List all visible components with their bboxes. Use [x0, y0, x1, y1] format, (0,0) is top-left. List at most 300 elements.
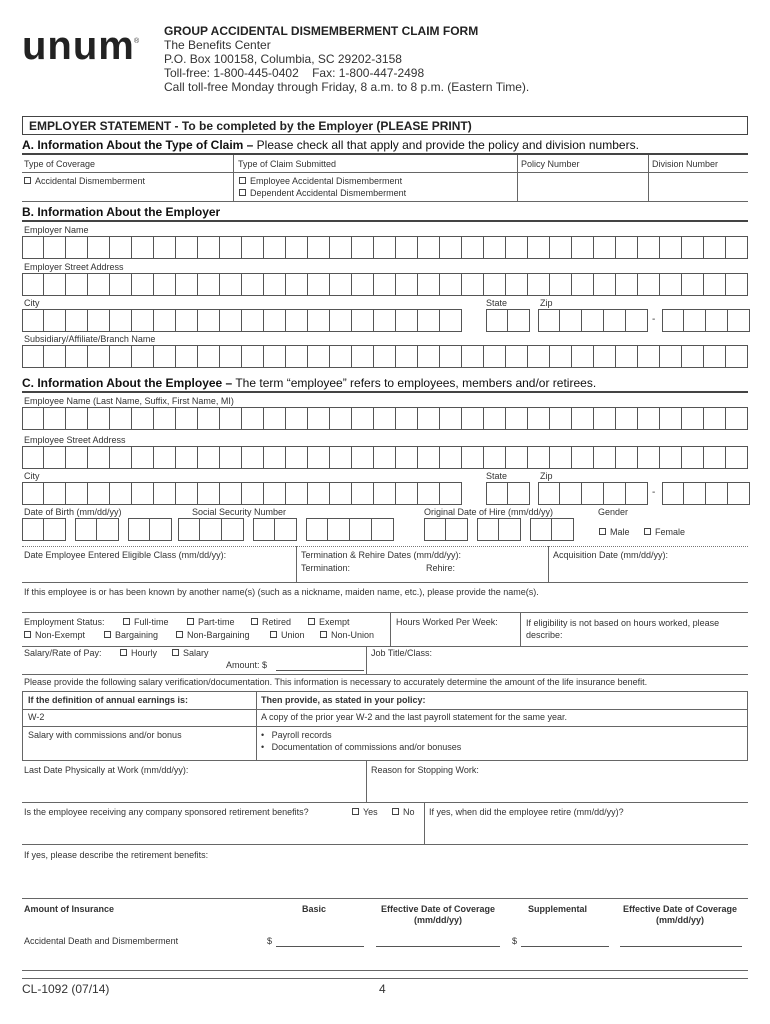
char-box[interactable]	[132, 345, 154, 368]
char-box[interactable]	[330, 236, 352, 259]
char-box[interactable]	[660, 273, 682, 296]
char-box[interactable]	[242, 446, 264, 469]
char-box[interactable]	[616, 407, 638, 430]
char-box[interactable]	[132, 446, 154, 469]
effective-date-head-2: Effective Date of Coverage (mm/dd/yy)	[622, 904, 738, 925]
employer-city-boxes[interactable]	[22, 309, 462, 332]
char-box[interactable]	[726, 236, 748, 259]
char-box[interactable]	[97, 518, 119, 541]
salary-rate-label: Salary/Rate of Pay:	[24, 648, 102, 658]
char-box[interactable]	[22, 345, 44, 368]
char-box[interactable]	[704, 407, 726, 430]
char-box[interactable]	[66, 273, 88, 296]
char-box[interactable]	[22, 309, 44, 332]
char-box[interactable]	[684, 482, 706, 505]
char-box[interactable]	[374, 482, 396, 505]
char-box[interactable]	[286, 345, 308, 368]
char-box[interactable]	[528, 236, 550, 259]
char-box[interactable]	[154, 407, 176, 430]
char-box[interactable]	[728, 309, 750, 332]
char-box[interactable]	[726, 345, 748, 368]
char-box[interactable]	[660, 446, 682, 469]
union-checkbox[interactable]: Union	[270, 630, 305, 640]
col-policy-number: Policy Number	[521, 159, 580, 169]
char-box[interactable]	[242, 236, 264, 259]
char-box[interactable]	[22, 236, 44, 259]
exempt-checkbox[interactable]: Exempt	[308, 617, 350, 627]
char-box[interactable]	[418, 407, 440, 430]
char-box[interactable]	[662, 482, 684, 505]
char-box[interactable]	[44, 309, 66, 332]
section-b-title: B. Information About the Employer	[22, 205, 221, 219]
char-box[interactable]	[396, 446, 418, 469]
char-box[interactable]	[176, 407, 198, 430]
char-box[interactable]	[88, 482, 110, 505]
char-box[interactable]	[308, 236, 330, 259]
char-box[interactable]	[286, 407, 308, 430]
accidental-dismemberment-checkbox[interactable]: Accidental Dismemberment	[24, 176, 145, 186]
char-box[interactable]	[88, 407, 110, 430]
char-box[interactable]	[572, 407, 594, 430]
char-box[interactable]	[88, 446, 110, 469]
char-box[interactable]	[330, 309, 352, 332]
char-box[interactable]	[374, 309, 396, 332]
char-box[interactable]	[22, 482, 44, 505]
char-box[interactable]	[662, 309, 684, 332]
char-box[interactable]	[275, 518, 297, 541]
employer-statement-banner: EMPLOYER STATEMENT - To be completed by the Employer (PLEASE PRINT)	[22, 116, 748, 135]
ssn-boxes[interactable]	[178, 518, 394, 541]
female-checkbox[interactable]: Female	[644, 527, 685, 537]
char-box[interactable]	[198, 482, 220, 505]
char-box[interactable]	[154, 482, 176, 505]
char-box[interactable]	[150, 518, 172, 541]
char-box[interactable]	[418, 345, 440, 368]
char-box[interactable]	[706, 482, 728, 505]
char-box[interactable]	[352, 236, 374, 259]
char-box[interactable]	[264, 309, 286, 332]
char-box[interactable]	[352, 482, 374, 505]
char-box[interactable]	[508, 482, 530, 505]
char-box[interactable]	[88, 236, 110, 259]
char-box[interactable]	[484, 407, 506, 430]
char-box[interactable]	[264, 407, 286, 430]
char-box[interactable]	[638, 236, 660, 259]
char-box[interactable]	[560, 309, 582, 332]
char-box[interactable]	[626, 482, 648, 505]
non-bargaining-checkbox[interactable]: Non-Bargaining	[176, 630, 250, 640]
char-box[interactable]	[200, 518, 222, 541]
char-box[interactable]	[704, 236, 726, 259]
char-box[interactable]	[704, 273, 726, 296]
char-box[interactable]	[638, 273, 660, 296]
char-box[interactable]	[374, 407, 396, 430]
char-box[interactable]	[286, 482, 308, 505]
basic-date-line[interactable]	[376, 946, 500, 947]
char-box[interactable]	[132, 309, 154, 332]
char-box[interactable]	[440, 236, 462, 259]
non-exempt-checkbox[interactable]: Non-Exempt	[24, 630, 85, 640]
char-box[interactable]	[330, 345, 352, 368]
char-box[interactable]	[484, 345, 506, 368]
char-box[interactable]	[538, 309, 560, 332]
char-box[interactable]	[616, 446, 638, 469]
char-box[interactable]	[286, 309, 308, 332]
col-type-coverage: Type of Coverage	[24, 159, 96, 169]
char-box[interactable]	[350, 518, 372, 541]
char-box[interactable]	[660, 345, 682, 368]
char-box[interactable]	[178, 518, 200, 541]
char-box[interactable]	[253, 518, 275, 541]
char-box[interactable]	[22, 518, 44, 541]
w2-label: W-2	[28, 712, 45, 722]
char-box[interactable]	[352, 309, 374, 332]
char-box[interactable]	[638, 446, 660, 469]
char-box[interactable]	[220, 273, 242, 296]
char-box[interactable]	[508, 309, 530, 332]
employee-city-boxes[interactable]	[22, 482, 462, 505]
char-box[interactable]	[484, 273, 506, 296]
char-box[interactable]	[352, 407, 374, 430]
supp-date-line[interactable]	[620, 946, 742, 947]
char-box[interactable]	[308, 482, 330, 505]
char-box[interactable]	[604, 482, 626, 505]
char-box[interactable]	[44, 518, 66, 541]
char-box[interactable]	[538, 482, 560, 505]
char-box[interactable]	[594, 236, 616, 259]
char-box[interactable]	[572, 446, 594, 469]
char-box[interactable]	[440, 273, 462, 296]
char-box[interactable]	[330, 273, 352, 296]
char-box[interactable]	[374, 236, 396, 259]
char-box[interactable]	[572, 236, 594, 259]
char-box[interactable]	[594, 446, 616, 469]
char-box[interactable]	[726, 407, 748, 430]
retired-checkbox[interactable]: Retired	[251, 617, 291, 627]
char-box[interactable]	[242, 345, 264, 368]
char-box[interactable]	[396, 345, 418, 368]
char-box[interactable]	[462, 407, 484, 430]
char-box[interactable]	[616, 345, 638, 368]
char-box[interactable]	[374, 273, 396, 296]
char-box[interactable]	[22, 407, 44, 430]
char-box[interactable]	[528, 345, 550, 368]
char-box[interactable]	[66, 407, 88, 430]
char-box[interactable]	[728, 482, 750, 505]
char-box[interactable]	[396, 309, 418, 332]
char-box[interactable]	[176, 309, 198, 332]
hourly-checkbox[interactable]: Hourly	[120, 648, 157, 658]
char-box[interactable]	[594, 345, 616, 368]
char-box[interactable]	[75, 518, 97, 541]
char-box[interactable]	[22, 446, 44, 469]
char-box[interactable]	[572, 345, 594, 368]
char-box[interactable]	[308, 273, 330, 296]
char-box[interactable]	[176, 273, 198, 296]
char-box[interactable]	[582, 482, 604, 505]
char-box[interactable]	[374, 345, 396, 368]
char-box[interactable]	[528, 407, 550, 430]
char-box[interactable]	[594, 407, 616, 430]
char-box[interactable]	[706, 309, 728, 332]
char-box[interactable]	[506, 345, 528, 368]
char-box[interactable]	[418, 236, 440, 259]
char-box[interactable]	[132, 236, 154, 259]
dependent-accidental-checkbox[interactable]: Dependent Accidental Dismemberment	[239, 188, 406, 198]
bargaining-checkbox[interactable]: Bargaining	[104, 630, 158, 640]
char-box[interactable]	[110, 446, 132, 469]
char-box[interactable]	[616, 236, 638, 259]
char-box[interactable]	[308, 309, 330, 332]
char-box[interactable]	[604, 309, 626, 332]
char-box[interactable]	[220, 482, 242, 505]
char-box[interactable]	[396, 273, 418, 296]
char-box[interactable]	[372, 518, 394, 541]
char-box[interactable]	[440, 407, 462, 430]
char-box[interactable]	[110, 273, 132, 296]
retirement-no-checkbox[interactable]: No	[392, 807, 415, 817]
char-box[interactable]	[66, 309, 88, 332]
char-box[interactable]	[506, 446, 528, 469]
char-box[interactable]	[462, 236, 484, 259]
char-box[interactable]	[128, 518, 150, 541]
char-box[interactable]	[506, 273, 528, 296]
char-box[interactable]	[352, 273, 374, 296]
char-box[interactable]	[198, 345, 220, 368]
char-box[interactable]	[484, 236, 506, 259]
char-box[interactable]	[552, 518, 574, 541]
char-box[interactable]	[22, 273, 44, 296]
char-box[interactable]	[528, 446, 550, 469]
employee-name-boxes[interactable]	[22, 407, 748, 430]
char-box[interactable]	[418, 482, 440, 505]
char-box[interactable]	[396, 407, 418, 430]
employee-zip-boxes[interactable]	[538, 482, 648, 505]
char-box[interactable]	[154, 236, 176, 259]
char-box[interactable]	[176, 345, 198, 368]
char-box[interactable]	[682, 446, 704, 469]
employer-zip-boxes[interactable]	[538, 309, 648, 332]
char-box[interactable]	[330, 446, 352, 469]
char-box[interactable]	[396, 236, 418, 259]
char-box[interactable]	[330, 407, 352, 430]
char-box[interactable]	[264, 345, 286, 368]
reason-stopping-label: Reason for Stopping Work:	[371, 765, 479, 775]
char-box[interactable]	[462, 345, 484, 368]
char-box[interactable]	[264, 482, 286, 505]
char-box[interactable]	[132, 273, 154, 296]
char-box[interactable]	[462, 446, 484, 469]
char-box[interactable]	[638, 345, 660, 368]
char-box[interactable]	[308, 407, 330, 430]
char-box[interactable]	[286, 236, 308, 259]
char-box[interactable]	[660, 407, 682, 430]
char-box[interactable]	[330, 482, 352, 505]
char-box[interactable]	[88, 345, 110, 368]
char-box[interactable]	[396, 482, 418, 505]
char-box[interactable]	[132, 482, 154, 505]
char-box[interactable]	[132, 407, 154, 430]
char-box[interactable]	[328, 518, 350, 541]
char-box[interactable]	[220, 236, 242, 259]
amount-line[interactable]	[276, 670, 364, 671]
employer-name-boxes[interactable]	[22, 236, 748, 259]
char-box[interactable]	[499, 518, 521, 541]
char-box[interactable]	[352, 446, 374, 469]
char-box[interactable]	[726, 273, 748, 296]
char-box[interactable]	[220, 407, 242, 430]
employee-zip4-boxes[interactable]	[662, 482, 750, 505]
char-box[interactable]	[550, 273, 572, 296]
char-box[interactable]	[154, 273, 176, 296]
char-box[interactable]	[66, 345, 88, 368]
char-box[interactable]	[88, 273, 110, 296]
char-box[interactable]	[550, 345, 572, 368]
char-box[interactable]	[66, 236, 88, 259]
char-box[interactable]	[44, 236, 66, 259]
char-box[interactable]	[110, 407, 132, 430]
char-box[interactable]	[110, 309, 132, 332]
char-box[interactable]	[198, 446, 220, 469]
char-box[interactable]	[88, 309, 110, 332]
char-box[interactable]	[220, 309, 242, 332]
char-box[interactable]	[684, 309, 706, 332]
char-box[interactable]	[286, 273, 308, 296]
char-box[interactable]	[66, 446, 88, 469]
non-union-checkbox[interactable]: Non-Union	[320, 630, 374, 640]
employee-state-boxes[interactable]	[486, 482, 530, 505]
employee-accidental-checkbox[interactable]: Employee Accidental Dismemberment	[239, 176, 402, 186]
employee-street-boxes[interactable]	[22, 446, 748, 469]
char-box[interactable]	[306, 518, 328, 541]
char-box[interactable]	[198, 407, 220, 430]
char-box[interactable]	[242, 309, 264, 332]
subsidiary-label: Subsidiary/Affiliate/Branch Name	[24, 334, 156, 344]
char-box[interactable]	[506, 236, 528, 259]
char-box[interactable]	[154, 446, 176, 469]
char-box[interactable]	[462, 273, 484, 296]
hire-date-boxes[interactable]	[424, 518, 574, 541]
char-box[interactable]	[242, 407, 264, 430]
char-box[interactable]	[220, 446, 242, 469]
char-box[interactable]	[198, 309, 220, 332]
char-box[interactable]	[530, 518, 552, 541]
supp-amount-line[interactable]	[521, 946, 609, 947]
char-box[interactable]	[264, 273, 286, 296]
char-box[interactable]	[616, 273, 638, 296]
char-box[interactable]	[550, 446, 572, 469]
char-box[interactable]	[682, 273, 704, 296]
char-box[interactable]	[594, 273, 616, 296]
char-box[interactable]	[550, 236, 572, 259]
char-box[interactable]	[560, 482, 582, 505]
char-box[interactable]	[154, 309, 176, 332]
char-box[interactable]	[550, 407, 572, 430]
basic-amount-line[interactable]	[276, 946, 364, 947]
char-box[interactable]	[176, 236, 198, 259]
amount-label: Amount: $	[226, 660, 268, 670]
char-box[interactable]	[486, 309, 508, 332]
employer-zip4-boxes[interactable]	[662, 309, 750, 332]
char-box[interactable]	[264, 236, 286, 259]
char-box[interactable]	[198, 273, 220, 296]
eligibility-note: If eligibility is not based on hours worked, please describe:	[526, 618, 720, 640]
char-box[interactable]	[446, 518, 468, 541]
char-box[interactable]	[44, 407, 66, 430]
char-box[interactable]	[154, 345, 176, 368]
retirement-yes-checkbox[interactable]: Yes	[352, 807, 378, 817]
full-time-checkbox[interactable]: Full-time	[123, 617, 169, 627]
char-box[interactable]	[220, 345, 242, 368]
char-box[interactable]	[638, 407, 660, 430]
char-box[interactable]	[176, 446, 198, 469]
char-box[interactable]	[506, 407, 528, 430]
char-box[interactable]	[198, 236, 220, 259]
char-box[interactable]	[222, 518, 244, 541]
char-box[interactable]	[374, 446, 396, 469]
char-box[interactable]	[418, 309, 440, 332]
char-box[interactable]	[66, 482, 88, 505]
dob-boxes[interactable]	[22, 518, 172, 541]
char-box[interactable]	[308, 345, 330, 368]
subsidiary-boxes[interactable]	[22, 345, 748, 368]
employer-state-boxes[interactable]	[486, 309, 530, 332]
char-box[interactable]	[110, 236, 132, 259]
char-box[interactable]	[44, 482, 66, 505]
salary-checkbox[interactable]: Salary	[172, 648, 209, 658]
char-box[interactable]	[308, 446, 330, 469]
char-box[interactable]	[682, 407, 704, 430]
char-box[interactable]	[242, 273, 264, 296]
char-box[interactable]	[418, 446, 440, 469]
char-box[interactable]	[726, 446, 748, 469]
char-box[interactable]	[418, 273, 440, 296]
char-box[interactable]	[704, 345, 726, 368]
employee-street-label: Employee Street Address	[24, 435, 126, 445]
char-box[interactable]	[44, 345, 66, 368]
char-box[interactable]	[704, 446, 726, 469]
char-box[interactable]	[44, 273, 66, 296]
char-box[interactable]	[660, 236, 682, 259]
char-box[interactable]	[572, 273, 594, 296]
char-box[interactable]	[626, 309, 648, 332]
char-box[interactable]	[484, 446, 506, 469]
char-box[interactable]	[110, 345, 132, 368]
char-box[interactable]	[352, 345, 374, 368]
char-box[interactable]	[477, 518, 499, 541]
char-box[interactable]	[176, 482, 198, 505]
char-box[interactable]	[264, 446, 286, 469]
char-box[interactable]	[440, 309, 462, 332]
char-box[interactable]	[582, 309, 604, 332]
char-box[interactable]	[44, 446, 66, 469]
male-checkbox[interactable]: Male	[599, 527, 630, 537]
char-box[interactable]	[242, 482, 264, 505]
char-box[interactable]	[440, 345, 462, 368]
char-box[interactable]	[528, 273, 550, 296]
char-box[interactable]	[440, 482, 462, 505]
char-box[interactable]	[486, 482, 508, 505]
char-box[interactable]	[682, 236, 704, 259]
char-box[interactable]	[286, 446, 308, 469]
employer-street-boxes[interactable]	[22, 273, 748, 296]
char-box[interactable]	[110, 482, 132, 505]
employee-name-label: Employee Name (Last Name, Suffix, First Name, MI)	[24, 396, 234, 406]
part-time-checkbox[interactable]: Part-time	[187, 617, 235, 627]
char-box[interactable]	[682, 345, 704, 368]
char-box[interactable]	[440, 446, 462, 469]
char-box[interactable]	[424, 518, 446, 541]
